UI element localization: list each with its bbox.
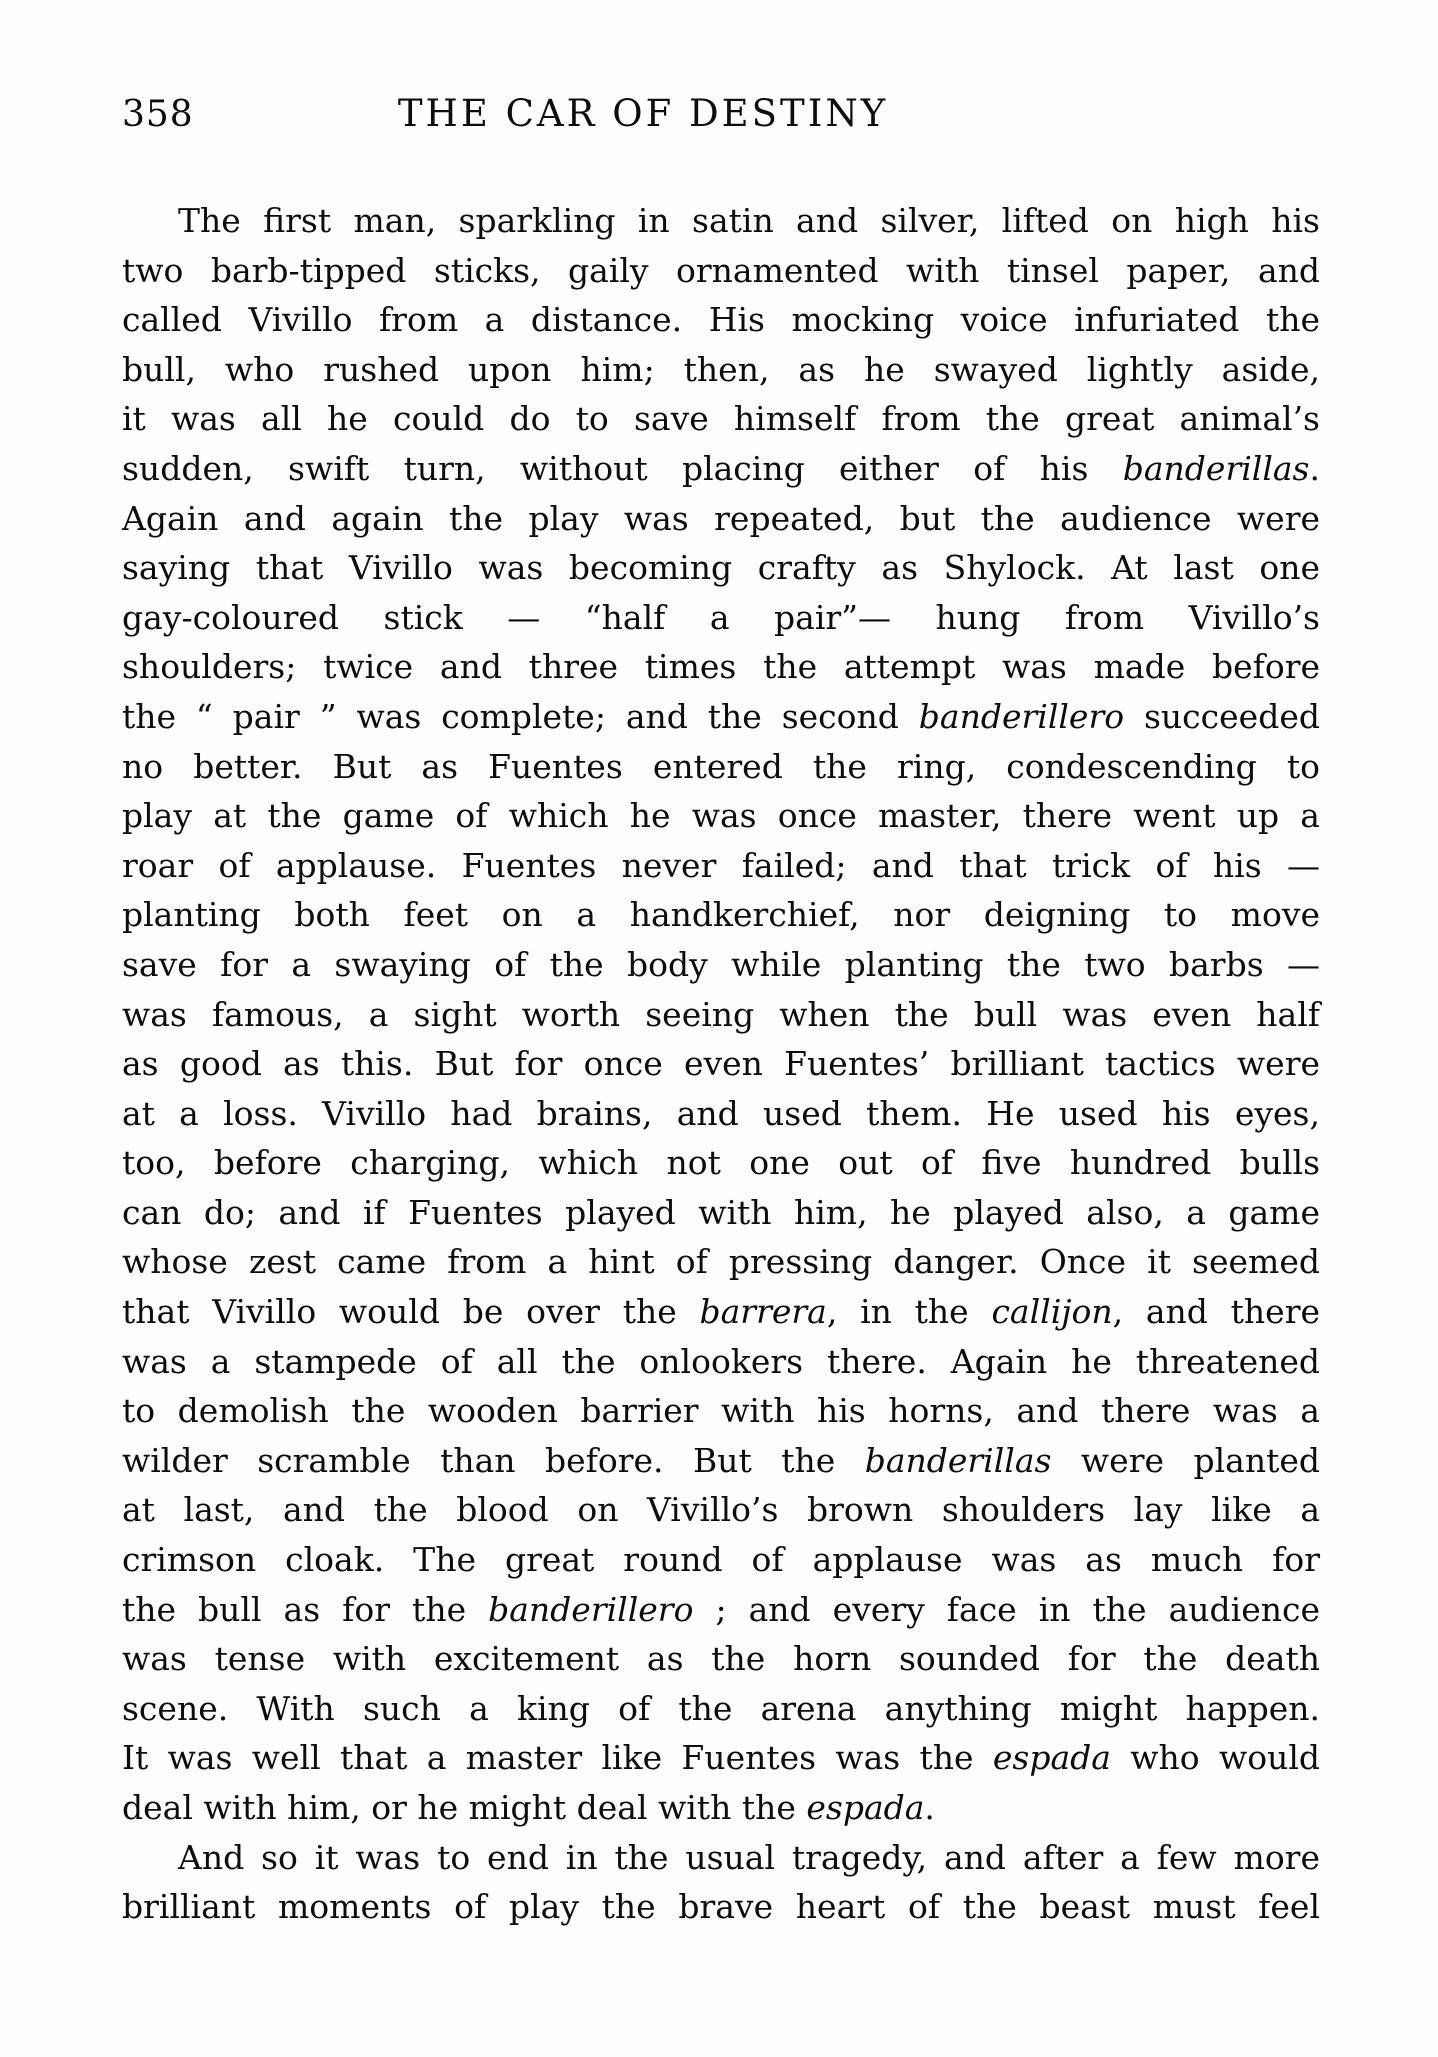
text-segment: can do; and if Fuentes played with him, he played also, a game — [122, 1192, 1320, 1232]
text-line — [122, 1287, 1320, 1337]
text-line — [122, 494, 1320, 544]
text-line — [122, 1882, 1320, 1932]
text-line — [122, 1039, 1320, 1089]
text-line — [122, 742, 1320, 792]
text-segment: sudden, swift turn, without placing either of his — [122, 448, 1123, 488]
text-segment: . — [924, 1788, 935, 1827]
text-line — [122, 1833, 1320, 1883]
text-line — [122, 1485, 1320, 1535]
italic-text-segment: banderillas — [1122, 448, 1310, 488]
italic-text-segment: callijon — [991, 1292, 1113, 1332]
text-line — [122, 940, 1320, 990]
text-segment: It was well that a master like Fuentes was the — [122, 1738, 993, 1778]
text-line — [122, 345, 1320, 395]
text-line — [122, 1436, 1320, 1486]
text-line — [122, 1535, 1320, 1585]
page-header — [122, 92, 1320, 142]
text-segment: wilder scramble than before. But the — [122, 1440, 865, 1480]
text-segment: scene. With such a king of the arena anything might happen. — [122, 1688, 1320, 1728]
text-line — [122, 1634, 1320, 1684]
text-segment: , in the — [826, 1292, 992, 1332]
text-segment: whose zest came from a hint of pressing danger. Once it seemed — [122, 1242, 1320, 1282]
text-line — [122, 791, 1320, 841]
text-segment: ; and every face in the audience — [693, 1589, 1320, 1629]
italic-text-segment: barrera — [699, 1292, 827, 1332]
text-segment: And so it was to end in the usual tragedy, and after a few more — [178, 1837, 1320, 1877]
italic-text-segment: banderillas — [864, 1440, 1052, 1480]
text-segment: Again and again the play was repeated, but the audience were — [122, 498, 1320, 538]
text-segment: was a stampede of all the onlookers there. Again he threatened — [122, 1341, 1320, 1381]
text-segment: gay-coloured stick — “half a pair”— hung from Vivillo’s — [122, 597, 1320, 637]
text-segment: The first man, sparkling in satin and silver, lifted on high his — [178, 201, 1320, 240]
text-line — [122, 543, 1320, 593]
text-segment: it was all he could do to save himself from the great animal’s — [122, 399, 1320, 439]
text-segment: succeeded — [1124, 696, 1320, 736]
text-segment: too, before charging, which not one out of five hundred bulls — [122, 1143, 1320, 1183]
page-title: THE CAR OF DESTINY — [397, 92, 889, 135]
text-segment: , and there — [1112, 1292, 1321, 1332]
text-segment: play at the game of which he was once master, there went up a — [122, 796, 1320, 836]
text-segment: save for a swaying of the body while planting the two barbs — — [122, 944, 1320, 984]
text-line — [122, 1089, 1320, 1139]
text-segment: brilliant moments of play the brave heart of the beast must feel — [122, 1887, 1320, 1927]
text-segment: shoulders; twice and three times the attempt was made before — [122, 647, 1320, 687]
text-segment: bull, who rushed upon him; then, as he swayed lightly aside, — [122, 349, 1320, 389]
text-segment: two barb-tipped sticks, gaily ornamented with tinsel paper, and — [122, 250, 1320, 290]
text-segment: no better. But as Fuentes entered the ring, condescending to — [122, 746, 1320, 786]
text-segment: to demolish the wooden barrier with his horns, and there was a — [122, 1391, 1320, 1431]
text-segment: . — [1309, 448, 1320, 488]
text-line — [122, 1783, 1320, 1833]
text-line — [122, 196, 1320, 246]
text-line — [122, 990, 1320, 1040]
text-line — [122, 295, 1320, 345]
text-line — [122, 246, 1320, 296]
text-segment: crimson cloak. The great round of applause was as much for — [122, 1540, 1320, 1580]
italic-text-segment: banderillero — [488, 1589, 694, 1629]
text-line — [122, 444, 1320, 494]
text-segment: deal with him, or he might deal with the — [122, 1788, 807, 1827]
text-segment: at a loss. Vivillo had brains, and used them. He used his eyes, — [122, 1093, 1320, 1133]
text-segment: saying that Vivillo was becoming crafty as Shylock. At last one — [122, 548, 1320, 588]
text-segment: as good as this. But for once even Fuentes’ brilliant tactics were — [122, 1044, 1320, 1084]
text-segment: roar of applause. Fuentes never failed; and that trick of his — — [122, 845, 1320, 885]
text-segment: was famous, a sight worth seeing when the bull was even half — [122, 994, 1320, 1034]
text-segment: at last, and the blood on Vivillo’s brown shoulders lay like a — [122, 1490, 1320, 1530]
page-body — [122, 196, 1320, 1932]
text-line — [122, 841, 1320, 891]
italic-text-segment: espada — [806, 1788, 925, 1827]
text-segment: who would — [1110, 1738, 1320, 1778]
text-line — [122, 692, 1320, 742]
text-line — [122, 1585, 1320, 1635]
text-segment: called Vivillo from a distance. His mocking voice infuriated the — [122, 300, 1320, 340]
text-line — [122, 1684, 1320, 1734]
text-segment: planting both feet on a handkerchief, nor deigning to move — [122, 895, 1320, 935]
text-line — [122, 1237, 1320, 1287]
text-line — [122, 1733, 1320, 1783]
page-number: 358 — [122, 94, 194, 135]
text-segment: the bull as for the — [122, 1589, 489, 1629]
text-segment: was tense with excitement as the horn sounded for the death — [122, 1639, 1320, 1679]
text-segment: the “ pair ” was complete; and the second — [122, 696, 919, 736]
text-line — [122, 890, 1320, 940]
text-line — [122, 593, 1320, 643]
text-segment: that Vivillo would be over the — [122, 1292, 700, 1332]
text-segment: were planted — [1051, 1440, 1320, 1480]
text-line — [122, 1337, 1320, 1387]
text-line — [122, 394, 1320, 444]
text-line — [122, 1386, 1320, 1436]
italic-text-segment: espada — [992, 1738, 1111, 1778]
italic-text-segment: banderillero — [918, 696, 1125, 736]
text-line — [122, 1188, 1320, 1238]
text-line — [122, 642, 1320, 692]
text-line — [122, 1138, 1320, 1188]
